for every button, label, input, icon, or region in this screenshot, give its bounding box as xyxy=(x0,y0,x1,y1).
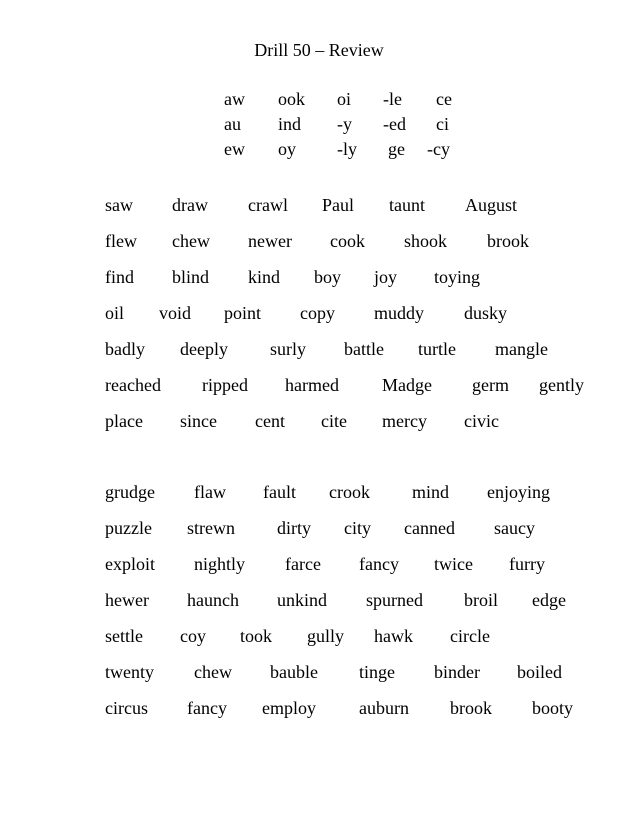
pattern-item: ce xyxy=(436,89,452,109)
word-item: toying xyxy=(434,267,481,287)
pattern-item: -ly xyxy=(337,139,357,159)
word-item: brook xyxy=(487,231,529,251)
word-item: germ xyxy=(472,375,509,395)
word-item: cook xyxy=(330,231,365,251)
word-item: brook xyxy=(450,698,492,718)
word-item: dirty xyxy=(277,518,311,538)
word-item: nightly xyxy=(194,554,246,574)
word-item: twenty xyxy=(105,662,154,682)
word-item: August xyxy=(465,195,518,215)
word-item: saw xyxy=(105,195,133,215)
word-item: fancy xyxy=(187,698,227,718)
word-item: binder xyxy=(434,662,480,682)
word-item: chew xyxy=(172,231,210,251)
word-item: took xyxy=(240,626,273,646)
word-item: edge xyxy=(532,590,566,610)
word-item: settle xyxy=(105,626,143,646)
word-item: battle xyxy=(344,339,384,359)
word-item: fancy xyxy=(359,554,399,574)
pattern-item: au xyxy=(224,114,241,134)
pattern-item: -le xyxy=(383,89,402,109)
word-item: newer xyxy=(248,231,292,251)
word-item: ripped xyxy=(202,375,248,395)
pattern-item: oi xyxy=(337,89,352,109)
word-item: point xyxy=(224,303,262,323)
pattern-item: ci xyxy=(436,114,449,134)
pattern-item: ind xyxy=(278,114,302,134)
word-item: farce xyxy=(285,554,321,574)
word-item: fault xyxy=(263,482,296,502)
word-item: kind xyxy=(248,267,281,287)
word-item: gully xyxy=(307,626,345,646)
word-item: gently xyxy=(539,375,584,395)
word-item: grudge xyxy=(105,482,155,502)
word-item: mind xyxy=(412,482,450,502)
word-item: oil xyxy=(105,303,125,323)
word-item: cite xyxy=(321,411,347,431)
word-item: bauble xyxy=(270,662,318,682)
word-item: flew xyxy=(105,231,137,251)
word-item: auburn xyxy=(359,698,409,718)
word-item: surly xyxy=(270,339,306,359)
word-item: hawk xyxy=(374,626,413,646)
word-item: mercy xyxy=(382,411,427,431)
word-item: cent xyxy=(255,411,285,431)
pattern-item: -ed xyxy=(383,114,406,134)
word-item: canned xyxy=(404,518,455,538)
pattern-item: ew xyxy=(224,139,245,159)
word-item: crawl xyxy=(248,195,288,215)
word-item: haunch xyxy=(187,590,239,610)
page-title: Drill 50 – Review xyxy=(254,40,384,60)
pattern-item: -cy xyxy=(427,139,450,159)
word-item: twice xyxy=(434,554,473,574)
word-item: enjoying xyxy=(487,482,550,502)
word-item: deeply xyxy=(180,339,228,359)
word-item: Madge xyxy=(382,375,432,395)
word-item: spurned xyxy=(366,590,423,610)
word-item: exploit xyxy=(105,554,155,574)
word-item: muddy xyxy=(374,303,425,323)
pattern-item: ook xyxy=(278,89,305,109)
word-item: mangle xyxy=(495,339,548,359)
word-item: furry xyxy=(509,554,545,574)
word-item: employ xyxy=(262,698,316,718)
word-item: blind xyxy=(172,267,210,287)
word-item: circus xyxy=(105,698,148,718)
word-item: tinge xyxy=(359,662,395,682)
word-item: civic xyxy=(464,411,499,431)
word-item: Paul xyxy=(322,195,355,215)
word-item: harmed xyxy=(285,375,339,395)
word-item: since xyxy=(180,411,217,431)
word-item: taunt xyxy=(389,195,425,215)
word-item: saucy xyxy=(494,518,535,538)
word-item: boiled xyxy=(517,662,562,682)
word-item: chew xyxy=(194,662,232,682)
word-item: strewn xyxy=(187,518,235,538)
word-item: reached xyxy=(105,375,161,395)
word-item: void xyxy=(159,303,192,323)
pattern-item: aw xyxy=(224,89,245,109)
word-item: shook xyxy=(404,231,448,251)
word-item: circle xyxy=(450,626,490,646)
word-item: broil xyxy=(464,590,498,610)
word-item: turtle xyxy=(418,339,456,359)
word-item: flaw xyxy=(194,482,226,502)
word-item: booty xyxy=(532,698,574,718)
word-item: dusky xyxy=(464,303,508,323)
word-item: puzzle xyxy=(105,518,152,538)
word-item: coy xyxy=(180,626,206,646)
word-item: copy xyxy=(300,303,335,323)
word-item: joy xyxy=(374,267,398,287)
word-item: draw xyxy=(172,195,208,215)
pattern-item: ge xyxy=(388,139,405,159)
word-item: unkind xyxy=(277,590,328,610)
word-item: hewer xyxy=(105,590,149,610)
pattern-item: oy xyxy=(278,139,296,159)
pattern-item: -y xyxy=(337,114,352,134)
word-item: boy xyxy=(314,267,341,287)
word-item: city xyxy=(344,518,371,538)
word-item: crook xyxy=(329,482,370,502)
word-item: find xyxy=(105,267,134,287)
word-item: place xyxy=(105,411,143,431)
word-item: badly xyxy=(105,339,145,359)
